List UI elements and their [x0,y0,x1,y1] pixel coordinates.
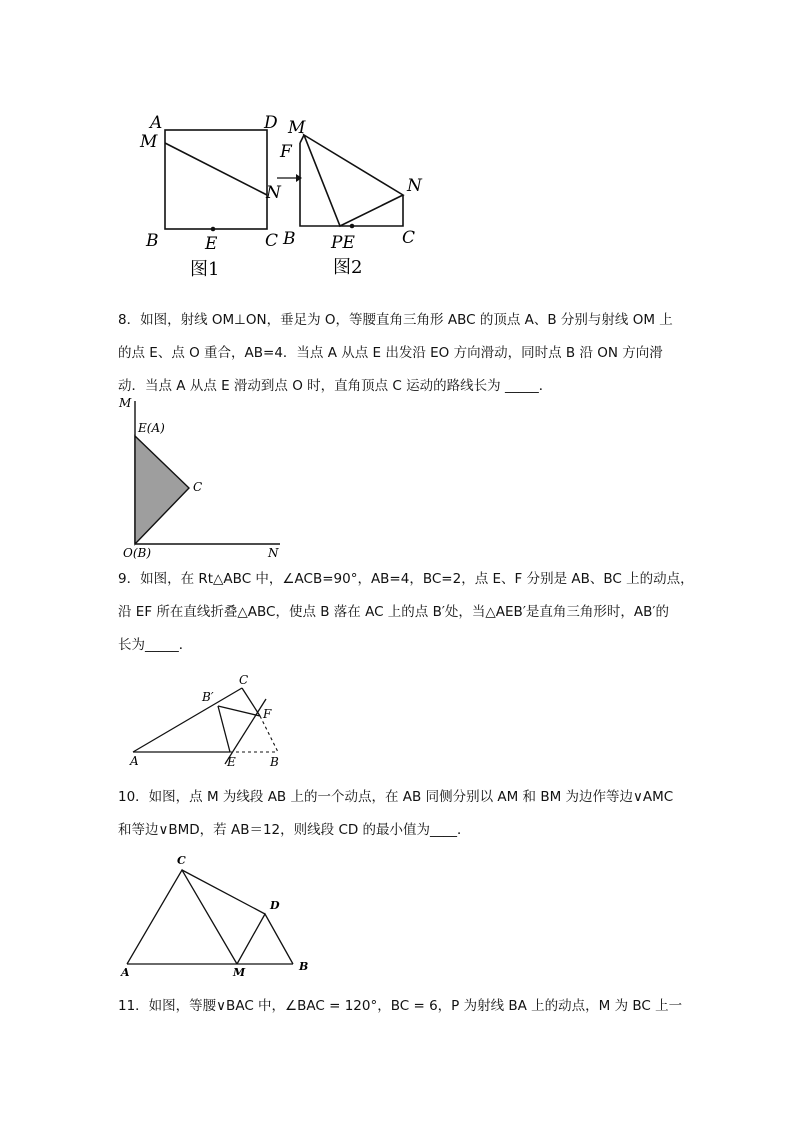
triangle-amc [127,870,237,964]
q8-label-c: C [193,480,203,494]
fig1-square [165,130,267,229]
question-9-text [118,563,694,662]
fig2-label-b: B [283,229,296,249]
q8-label-m: M [119,396,132,410]
fig2-point-e [350,224,355,229]
triangle-abc [135,436,189,544]
q10-label-a: A [121,966,130,979]
question-11-text [118,990,683,1023]
q9-label-b: B [270,755,279,769]
fig2-label-m: M [288,118,306,138]
q8-label-n: N [268,546,279,560]
q9-label-bp: B′ [202,690,214,704]
fig1-label-b: B [146,231,159,251]
q10-label-m: M [233,966,246,979]
q9-line-2: 沿 EF 所在直线折叠△ABC，使点 B 落在 AC 上的点 B′处，当△AEB′是直角三角形时，AB′的 [118,604,669,620]
top-figures [130,105,430,280]
fig1-label-a: A [150,113,163,133]
side-ac [133,688,242,752]
q9-label-e: E [227,755,236,769]
question-10-figure [115,852,325,982]
fig1-caption: 图1 [190,259,220,280]
question-10-text [118,781,678,847]
fig1-point-e [211,227,216,232]
segment-bpf [218,706,260,716]
fig1-label-m: M [140,132,158,152]
q10-label-d: D [270,899,280,912]
q10-label-b: B [299,960,309,973]
q8-label-ob: O(B) [123,546,152,560]
question-8-figure [115,393,295,563]
q10-label-c: C [177,854,186,867]
triangle-bmd [237,914,293,964]
fig1-label-c: C [265,231,279,251]
q8-line-1: 8．如图，射线 OM⊥ON，垂足为 O，等腰直角三角形 ABC 的顶点 A、B 分别与射线 OM 上 [118,312,673,328]
side-fb-dashed [260,716,278,752]
q8-label-ea: E(A) [138,421,165,435]
fig1-segment-mn [165,143,267,195]
fig2-label-f: F [280,142,292,162]
fig1-label-e: E [205,234,218,254]
q9-label-f: F [263,707,272,721]
fig2-caption: 图2 [333,257,363,278]
fig2-label-c: C [402,228,416,248]
q9-label-a: A [130,754,139,768]
q10-line-1: 10．如图，点 M 为线段 AB 上的一个动点，在 AB 同侧分别以 AM 和 BM 为边作等边∨AMC [118,789,674,805]
fig2-label-pe: PE [331,233,355,253]
question-9-figure [120,666,300,776]
question-8-text [118,304,678,403]
fig1-label-n: N [266,183,281,203]
q8-line-2: 的点 E、点 O 重合，AB=4．当点 A 从点 E 出发沿 EO 方向滑动，同时点 B 沿 ON 方向滑 [118,345,663,361]
segment-bpe [218,706,230,752]
q11-line-1: 11．如图，等腰∨BAC 中，∠BAC = 120°，BC = 6，P 为射线 BA 上的动点，M 为 BC 上一 [118,998,683,1014]
fig2-folded-triangle [304,135,403,226]
q9-line-1: 9．如图，在 Rt△ABC 中，∠ACB=90°，AB=4，BC=2，点 E、F 分别是 AB、BC 上的动点， [118,571,694,587]
fig2-outline [300,143,403,226]
q8-line-3: 动．当点 A 从点 E 滑动到点 O 时，直角顶点 C 运动的路线长为 _____． [118,378,553,394]
fig1-label-d: D [264,113,278,133]
fig2-label-n: N [407,176,422,196]
q10-line-2: 和等边∨BMD，若 AB＝12，则线段 CD 的最小值为____． [118,822,471,838]
q9-label-c: C [239,673,249,687]
arrow-head-icon [296,174,302,182]
q9-line-3: 长为_____． [118,637,193,653]
